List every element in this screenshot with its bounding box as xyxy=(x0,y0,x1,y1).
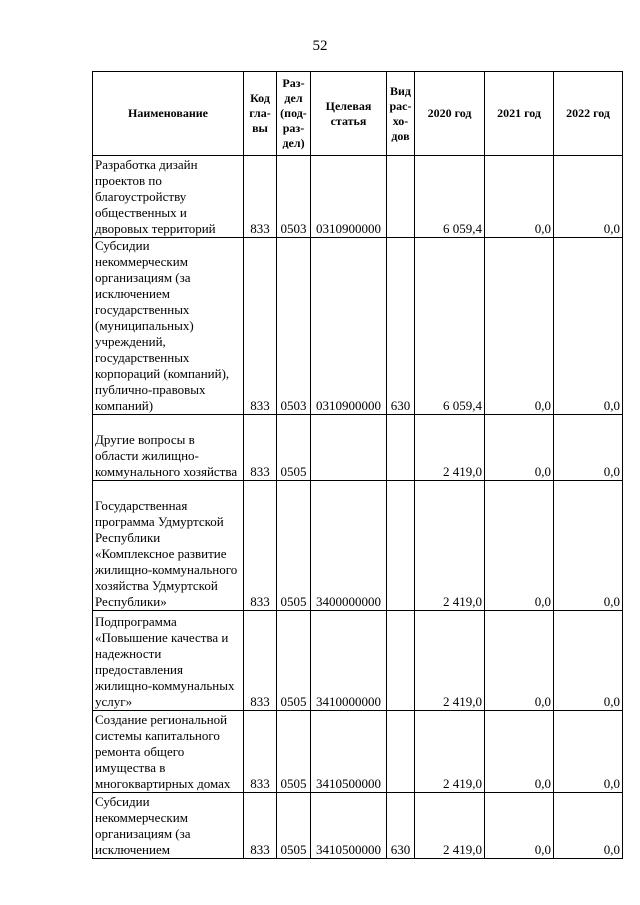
cell-target: 0310900000 xyxy=(311,156,387,238)
cell-y2022: 0,0 xyxy=(554,415,623,481)
table-row xyxy=(93,156,623,238)
cell-chapter: 833 xyxy=(244,415,277,481)
header-expense: Вид рас-хо-дов xyxy=(387,72,415,156)
cell-y2020: 2 419,0 xyxy=(415,481,485,611)
table-row xyxy=(93,711,623,793)
header-2022: 2022 год xyxy=(554,72,623,156)
cell-name: Разработка дизайн проектов по благоустройству общественных и дворовых территорий xyxy=(93,156,244,238)
budget-table xyxy=(92,71,623,859)
cell-y2022: 0,0 xyxy=(554,793,623,859)
cell-target: 3410500000 xyxy=(311,793,387,859)
cell-expense xyxy=(387,711,415,793)
header-target: Целевая статья xyxy=(311,72,387,156)
table-row xyxy=(93,611,623,711)
cell-y2022: 0,0 xyxy=(554,156,623,238)
table-row xyxy=(93,793,623,859)
cell-name: Субсидии некоммерческим организациям (за исключением государственных (муниципальных) учреждений, государственных корпораций (компаний), публично-правовых компаний) xyxy=(93,238,244,415)
header-2021: 2021 год xyxy=(485,72,554,156)
cell-y2020: 6 059,4 xyxy=(415,156,485,238)
cell-chapter: 833 xyxy=(244,711,277,793)
cell-y2022: 0,0 xyxy=(554,238,623,415)
cell-section: 0503 xyxy=(277,156,311,238)
cell-y2020: 2 419,0 xyxy=(415,711,485,793)
cell-expense xyxy=(387,415,415,481)
cell-y2021: 0,0 xyxy=(485,156,554,238)
table-row xyxy=(93,238,623,415)
cell-chapter: 833 xyxy=(244,156,277,238)
cell-y2021: 0,0 xyxy=(485,481,554,611)
cell-y2020: 2 419,0 xyxy=(415,415,485,481)
cell-y2022: 0,0 xyxy=(554,611,623,711)
page-number: 52 xyxy=(312,38,328,54)
cell-name: Другие вопросы в области жилищно-коммунального хозяйства xyxy=(93,415,244,481)
header-row xyxy=(93,72,623,156)
cell-y2020: 6 059,4 xyxy=(415,238,485,415)
cell-y2021: 0,0 xyxy=(485,238,554,415)
cell-expense xyxy=(387,156,415,238)
header-chapter: Код гла-вы xyxy=(244,72,277,156)
cell-chapter: 833 xyxy=(244,611,277,711)
cell-y2021: 0,0 xyxy=(485,415,554,481)
cell-section: 0505 xyxy=(277,611,311,711)
cell-chapter: 833 xyxy=(244,238,277,415)
cell-target: 3400000000 xyxy=(311,481,387,611)
cell-y2022: 0,0 xyxy=(554,711,623,793)
cell-name: Подпрограмма «Повышение качества и надежности предоставления жилищно-коммунальных услуг» xyxy=(93,611,244,711)
header-section: Раз-дел (под-раз-дел) xyxy=(277,72,311,156)
cell-name: Субсидии некоммерческим организациям (за исключением xyxy=(93,793,244,859)
cell-y2021: 0,0 xyxy=(485,711,554,793)
cell-y2021: 0,0 xyxy=(485,611,554,711)
cell-section: 0505 xyxy=(277,793,311,859)
cell-target: 3410500000 xyxy=(311,711,387,793)
cell-expense: 630 xyxy=(387,238,415,415)
cell-expense: 630 xyxy=(387,793,415,859)
cell-name: Создание региональной системы капитального ремонта общего имущества в многоквартирных домах xyxy=(93,711,244,793)
table-row xyxy=(93,415,623,481)
cell-target: 3410000000 xyxy=(311,611,387,711)
cell-chapter: 833 xyxy=(244,793,277,859)
cell-chapter: 833 xyxy=(244,481,277,611)
header-2020: 2020 год xyxy=(415,72,485,156)
cell-target xyxy=(311,415,387,481)
table-row xyxy=(93,481,623,611)
cell-section: 0505 xyxy=(277,415,311,481)
cell-section: 0503 xyxy=(277,238,311,415)
cell-section: 0505 xyxy=(277,711,311,793)
cell-expense xyxy=(387,481,415,611)
cell-y2022: 0,0 xyxy=(554,481,623,611)
cell-section: 0505 xyxy=(277,481,311,611)
cell-expense xyxy=(387,611,415,711)
header-name: Наименование xyxy=(93,72,244,156)
cell-target: 0310900000 xyxy=(311,238,387,415)
cell-name: Государственная программа Удмуртской Республики «Комплексное развитие жилищно-коммунального хозяйства Удмуртской Республики» xyxy=(93,481,244,611)
cell-y2020: 2 419,0 xyxy=(415,793,485,859)
cell-y2021: 0,0 xyxy=(485,793,554,859)
cell-y2020: 2 419,0 xyxy=(415,611,485,711)
